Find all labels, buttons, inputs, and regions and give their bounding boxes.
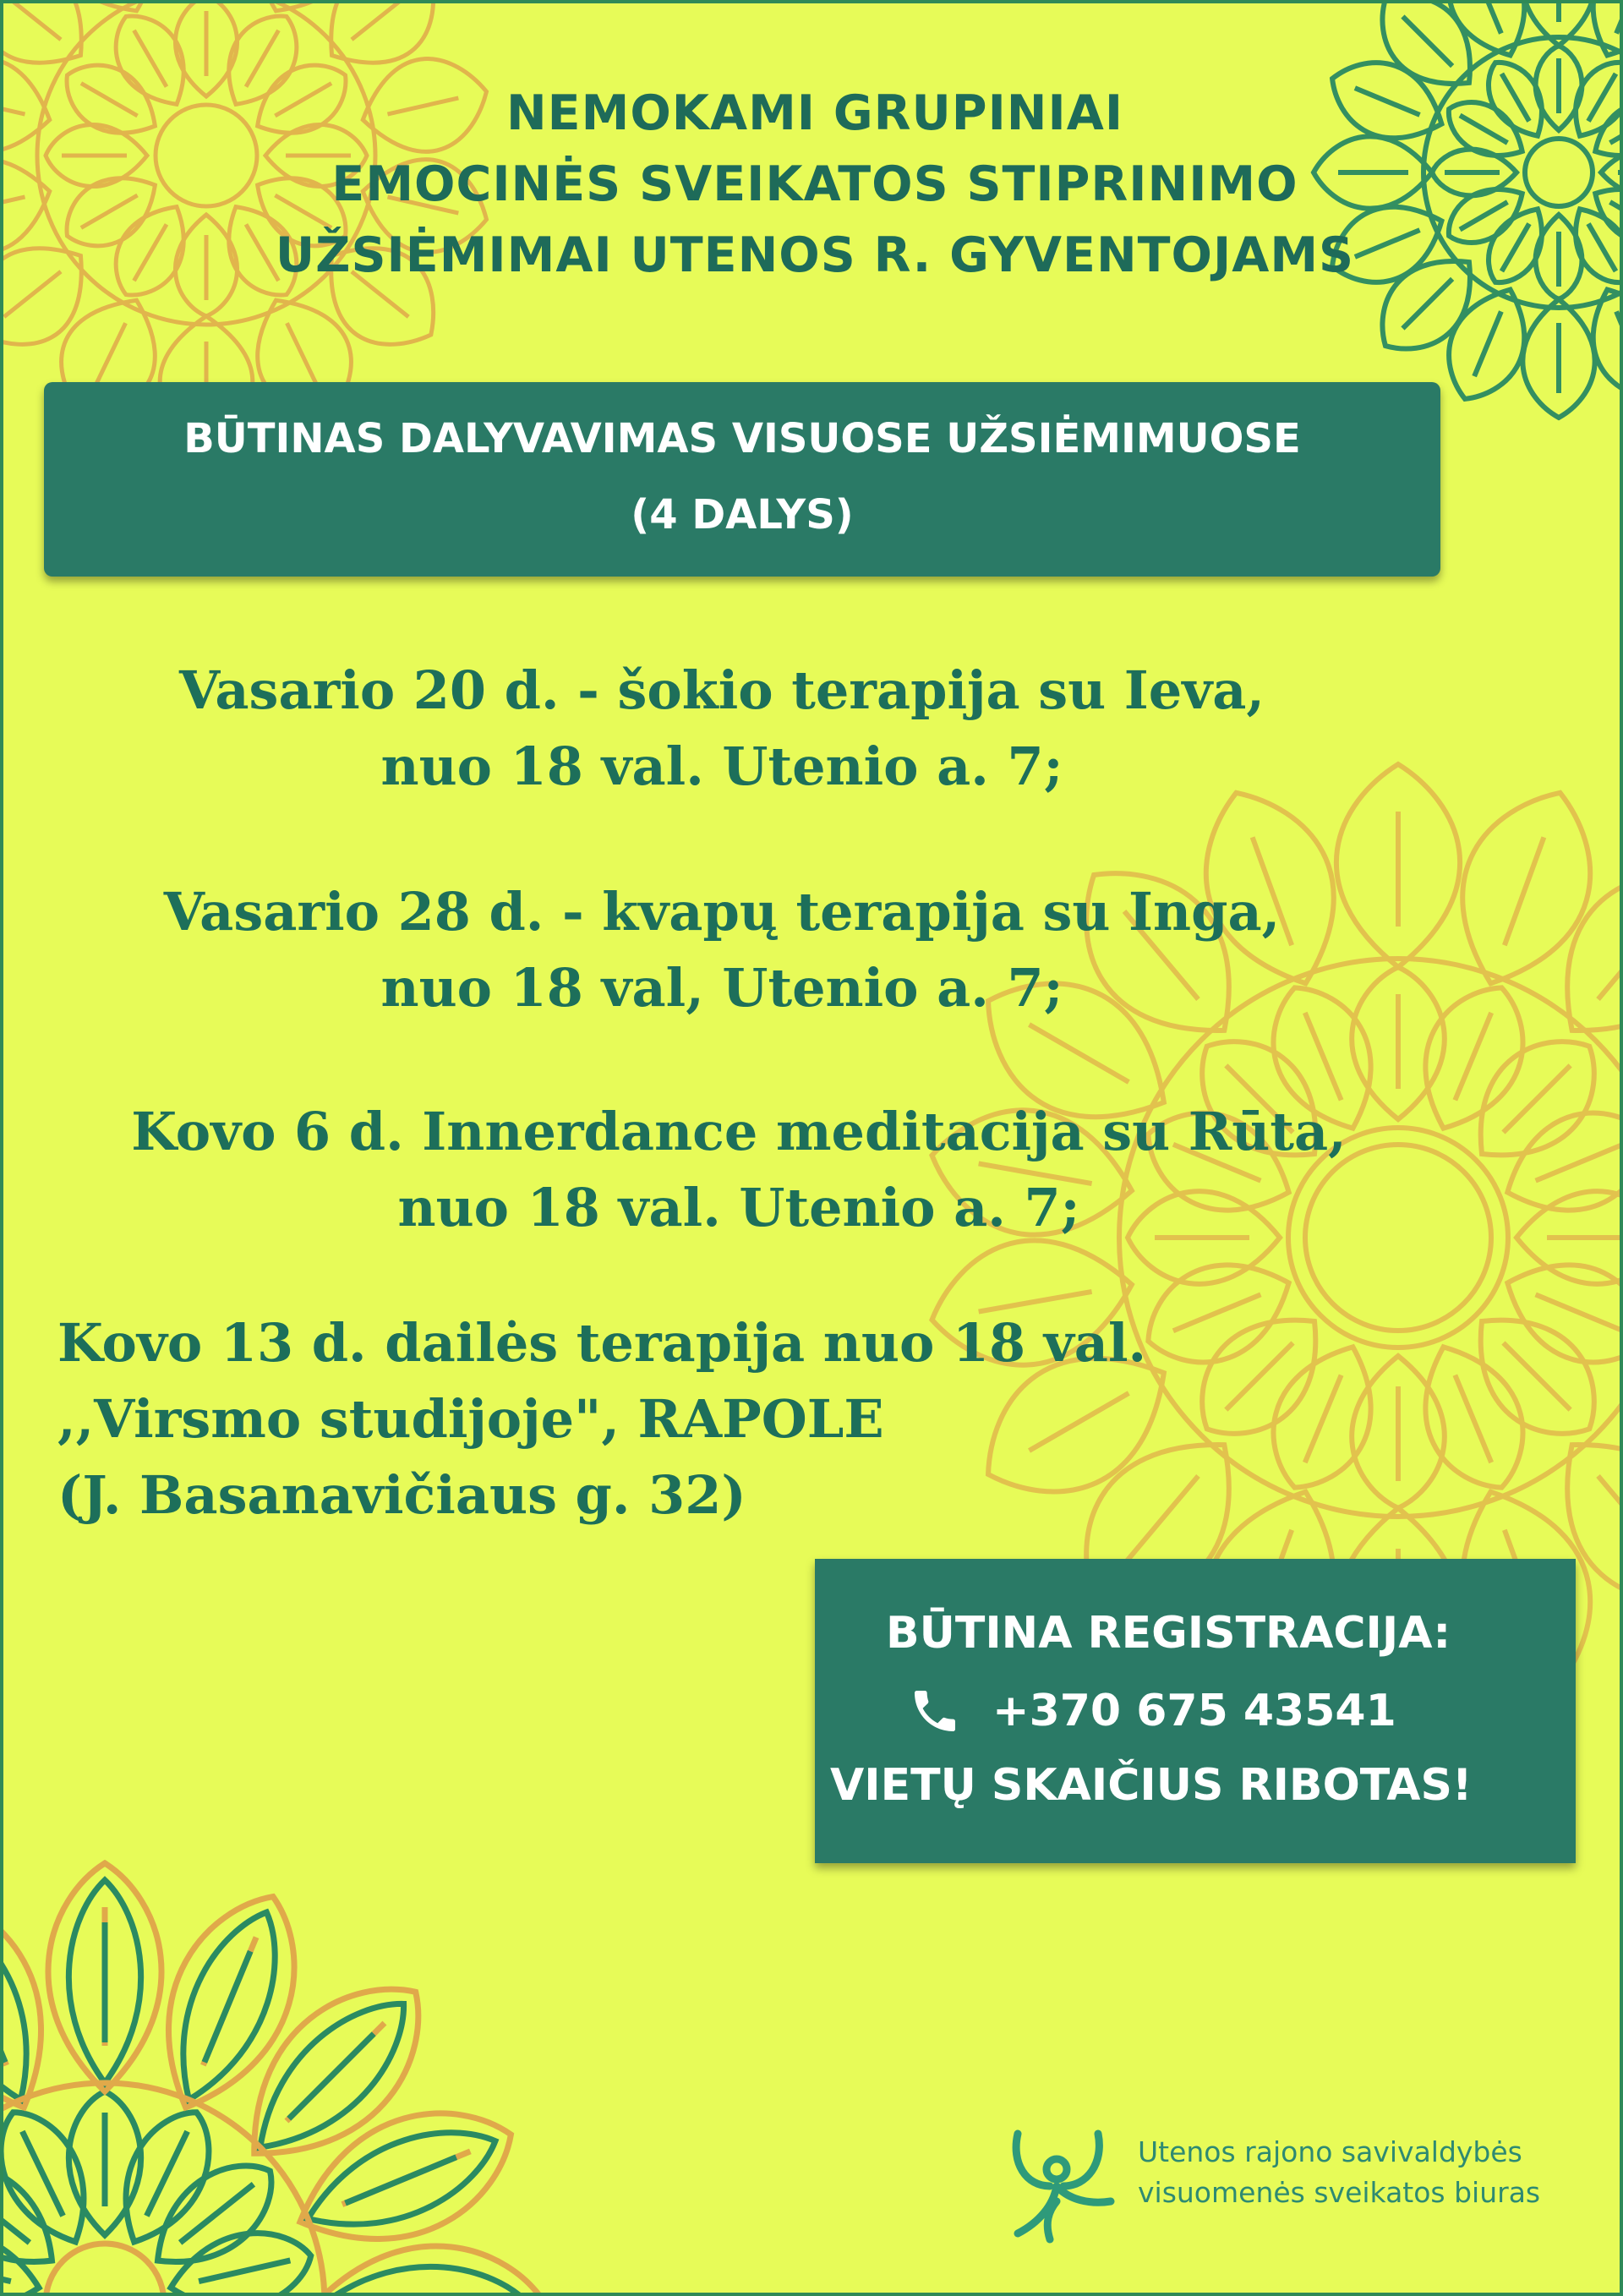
organization-name: [1138, 2132, 1540, 2213]
registration-box: [815, 1559, 1576, 1863]
mandala-bottom-left-icon: [0, 1796, 612, 2296]
registration-phone: +370 675 43541: [992, 1686, 1396, 1736]
event-1-line-2: nuo 18 val. Utenio a. 7;: [380, 735, 1063, 797]
page-title: [3, 78, 1623, 291]
event-3: [20, 1094, 1457, 1246]
organization-line-2: visuomenės sveikatos biuras: [1138, 2176, 1541, 2209]
registration-note: VIETŲ SKAIČIUS RIBOTAS!: [830, 1760, 1473, 1811]
event-4: [57, 1305, 1495, 1533]
registration-heading: BŪTINA REGISTRACIJA:: [886, 1608, 1451, 1659]
logo-figure-icon: [992, 2117, 1119, 2244]
registration-phone-row[interactable]: [908, 1684, 1396, 1738]
event-2-line-2: nuo 18 val, Utenio a. 7;: [380, 957, 1063, 1019]
attendance-banner: [44, 382, 1440, 577]
event-4-line-3: (J. Basanavičiaus g. 32): [57, 1464, 746, 1526]
organization-line-1: Utenos rajono savivaldybės: [1138, 2135, 1522, 2168]
event-3-line-1: Kovo 6 d. Innerdance meditacija su Rūta,: [131, 1101, 1347, 1162]
title-line-2: EMOCINĖS SVEIKATOS STIPRINIMO: [331, 156, 1298, 212]
event-2-line-1: Vasario 28 d. - kvapų terapija su Inga,: [163, 881, 1281, 943]
phone-icon: [908, 1684, 962, 1738]
title-line-3: UŽSIĖMIMAI UTENOS R. GYVENTOJAMS: [275, 227, 1355, 283]
event-2: [3, 874, 1440, 1026]
event-1: [3, 653, 1440, 805]
title-line-1: NEMOKAMI GRUPINIAI: [505, 85, 1124, 141]
event-1-line-1: Vasario 20 d. - šokio terapija su Ieva,: [178, 659, 1265, 721]
event-4-line-2: ,,Virsmo studijoje", RAPOLE: [57, 1388, 884, 1450]
banner-line-2: (4 DALYS): [631, 491, 854, 538]
banner-line-1: BŪTINAS DALYVAVIMAS VISUOSE UŽSIĖMIMUOSE: [183, 415, 1301, 462]
organization-logo: [992, 2108, 1541, 2252]
event-4-line-1: Kovo 13 d. dailės terapija nuo 18 val.: [57, 1312, 1147, 1374]
event-3-line-2: nuo 18 val. Utenio a. 7;: [397, 1177, 1080, 1238]
